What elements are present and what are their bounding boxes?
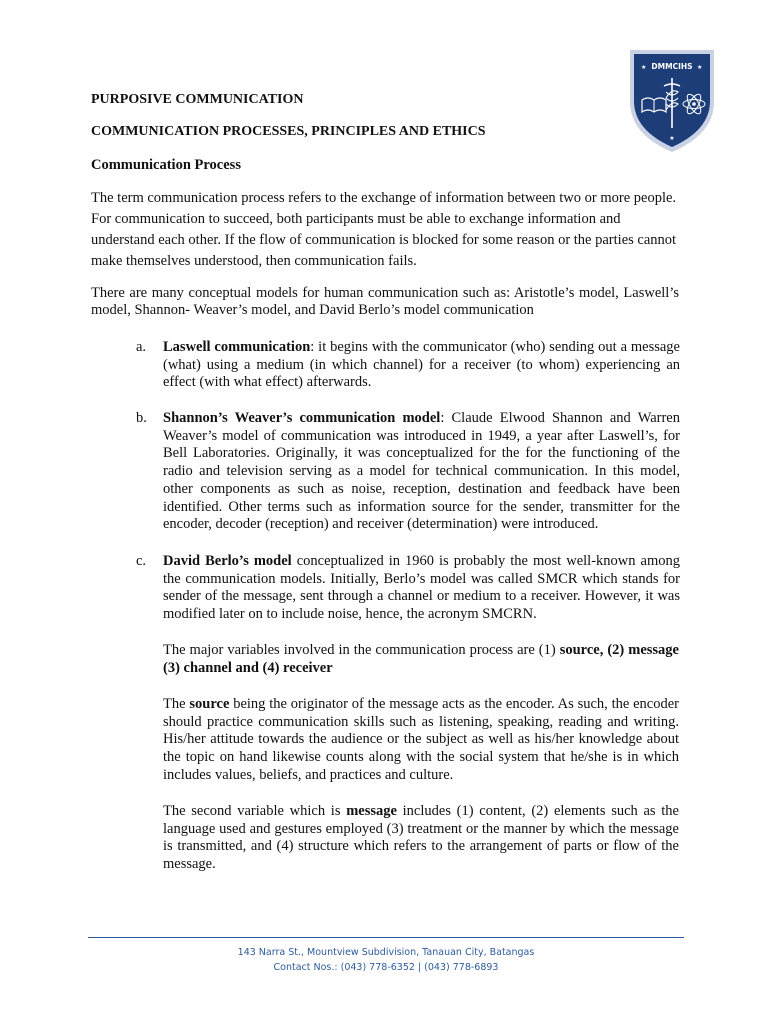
variables-list: source, (2) message (3) channel and (4) receiver xyxy=(163,642,679,676)
school-logo xyxy=(626,42,718,154)
source-term: source xyxy=(189,696,230,712)
section-heading: Communication Process xyxy=(91,157,241,173)
list-term: Laswell communication xyxy=(163,339,311,355)
list-marker: b. xyxy=(136,410,147,426)
list-item-berlo xyxy=(136,553,680,624)
footer-divider xyxy=(88,937,684,938)
topic-title: COMMUNICATION PROCESSES, PRINCIPLES AND ETHICS xyxy=(91,124,486,139)
logo-text: DMMCIHS xyxy=(651,62,693,71)
source-paragraph xyxy=(163,696,679,785)
list-term: David Berlo’s model xyxy=(163,553,292,569)
source-text: being the originator of the message acts as the encoder. As such, the encoder should practice communication skills such as listening, speaking, reading and writing. His/her attitude towards the audience or the subject as well as his/her knowledge about the topic on hand likewise counts along with the social system that he/she is in which includes values, beliefs, and practices and culture. xyxy=(163,696,680,783)
variables-text: The major variables involved in the communication process are (1) xyxy=(163,642,560,658)
variables-paragraph xyxy=(163,642,679,677)
list-text: : Claude Elwood Shannon and Warren Weaver’s model of communication was introduced in 1949, a year after Laswell’s, for Bell Laboratories. Originally, it was conceptualized for the for the functioning of the radio and television serving as a model for technical communication. In this model, other components as such as noise, reception, destination and feedback have been identified. Other terms such as information source for the sender, transmitter for the encoder, decoder (reception) and receiver (determination) were introduced. xyxy=(163,410,680,533)
message-term: message xyxy=(346,803,397,819)
list-item-laswell xyxy=(136,339,680,392)
list-term: Shannon’s Weaver’s communication model xyxy=(163,410,441,426)
svg-text:★: ★ xyxy=(669,135,675,142)
list-marker: a. xyxy=(136,339,147,355)
footer-contact: Contact Nos.: (043) 778-6352 | (043) 778-6893 xyxy=(273,962,499,973)
list-item-shannon-weaver xyxy=(136,410,680,534)
source-pre: The xyxy=(163,696,190,712)
list-marker: c. xyxy=(136,553,147,569)
list-text: : it begins with the communicator (who) sending out a message (what) using a medium (in which channel) for a receiver (to whom) experiencing an effect (with what effect) afterwards. xyxy=(163,339,680,391)
models-paragraph: There are many conceptual models for human communication such as: Aristotle’s model, Laswell’s model, Shannon- Weaver’s model, and David Berlo’s model communication xyxy=(91,285,679,318)
message-paragraph xyxy=(163,803,679,874)
message-text: includes (1) content, (2) elements such as the language used and gestures employed (3) treatment or the manner by which the message is transmitted, and (4) structure which refers to the arrangement of parts or flow of the message. xyxy=(163,803,679,873)
message-pre: The second variable which is xyxy=(163,803,347,819)
course-title: PURPOSIVE COMMUNICATION xyxy=(91,92,304,107)
footer-address: 143 Narra St., Mountview Subdivision, Tanauan City, Batangas xyxy=(237,947,535,958)
svg-text:★: ★ xyxy=(697,64,703,71)
intro-paragraph: The term communication process refers to the exchange of information between two or more people. For communication to succeed, both participants must be able to exchange information and understand each other. If the flow of communication is blocked for some reason or the parties cannot make themselves understood, then communication fails. xyxy=(91,190,677,269)
svg-text:★: ★ xyxy=(641,64,647,71)
list-text: conceptualized in 1960 is probably the most well-known among the communication models. Initially, Berlo’s model was called SMCR which stands for sender of the message, sent through a channel or medium to a receiver. However, it was modified later on to include noise, hence, the acronym SMCRN. xyxy=(163,553,680,623)
